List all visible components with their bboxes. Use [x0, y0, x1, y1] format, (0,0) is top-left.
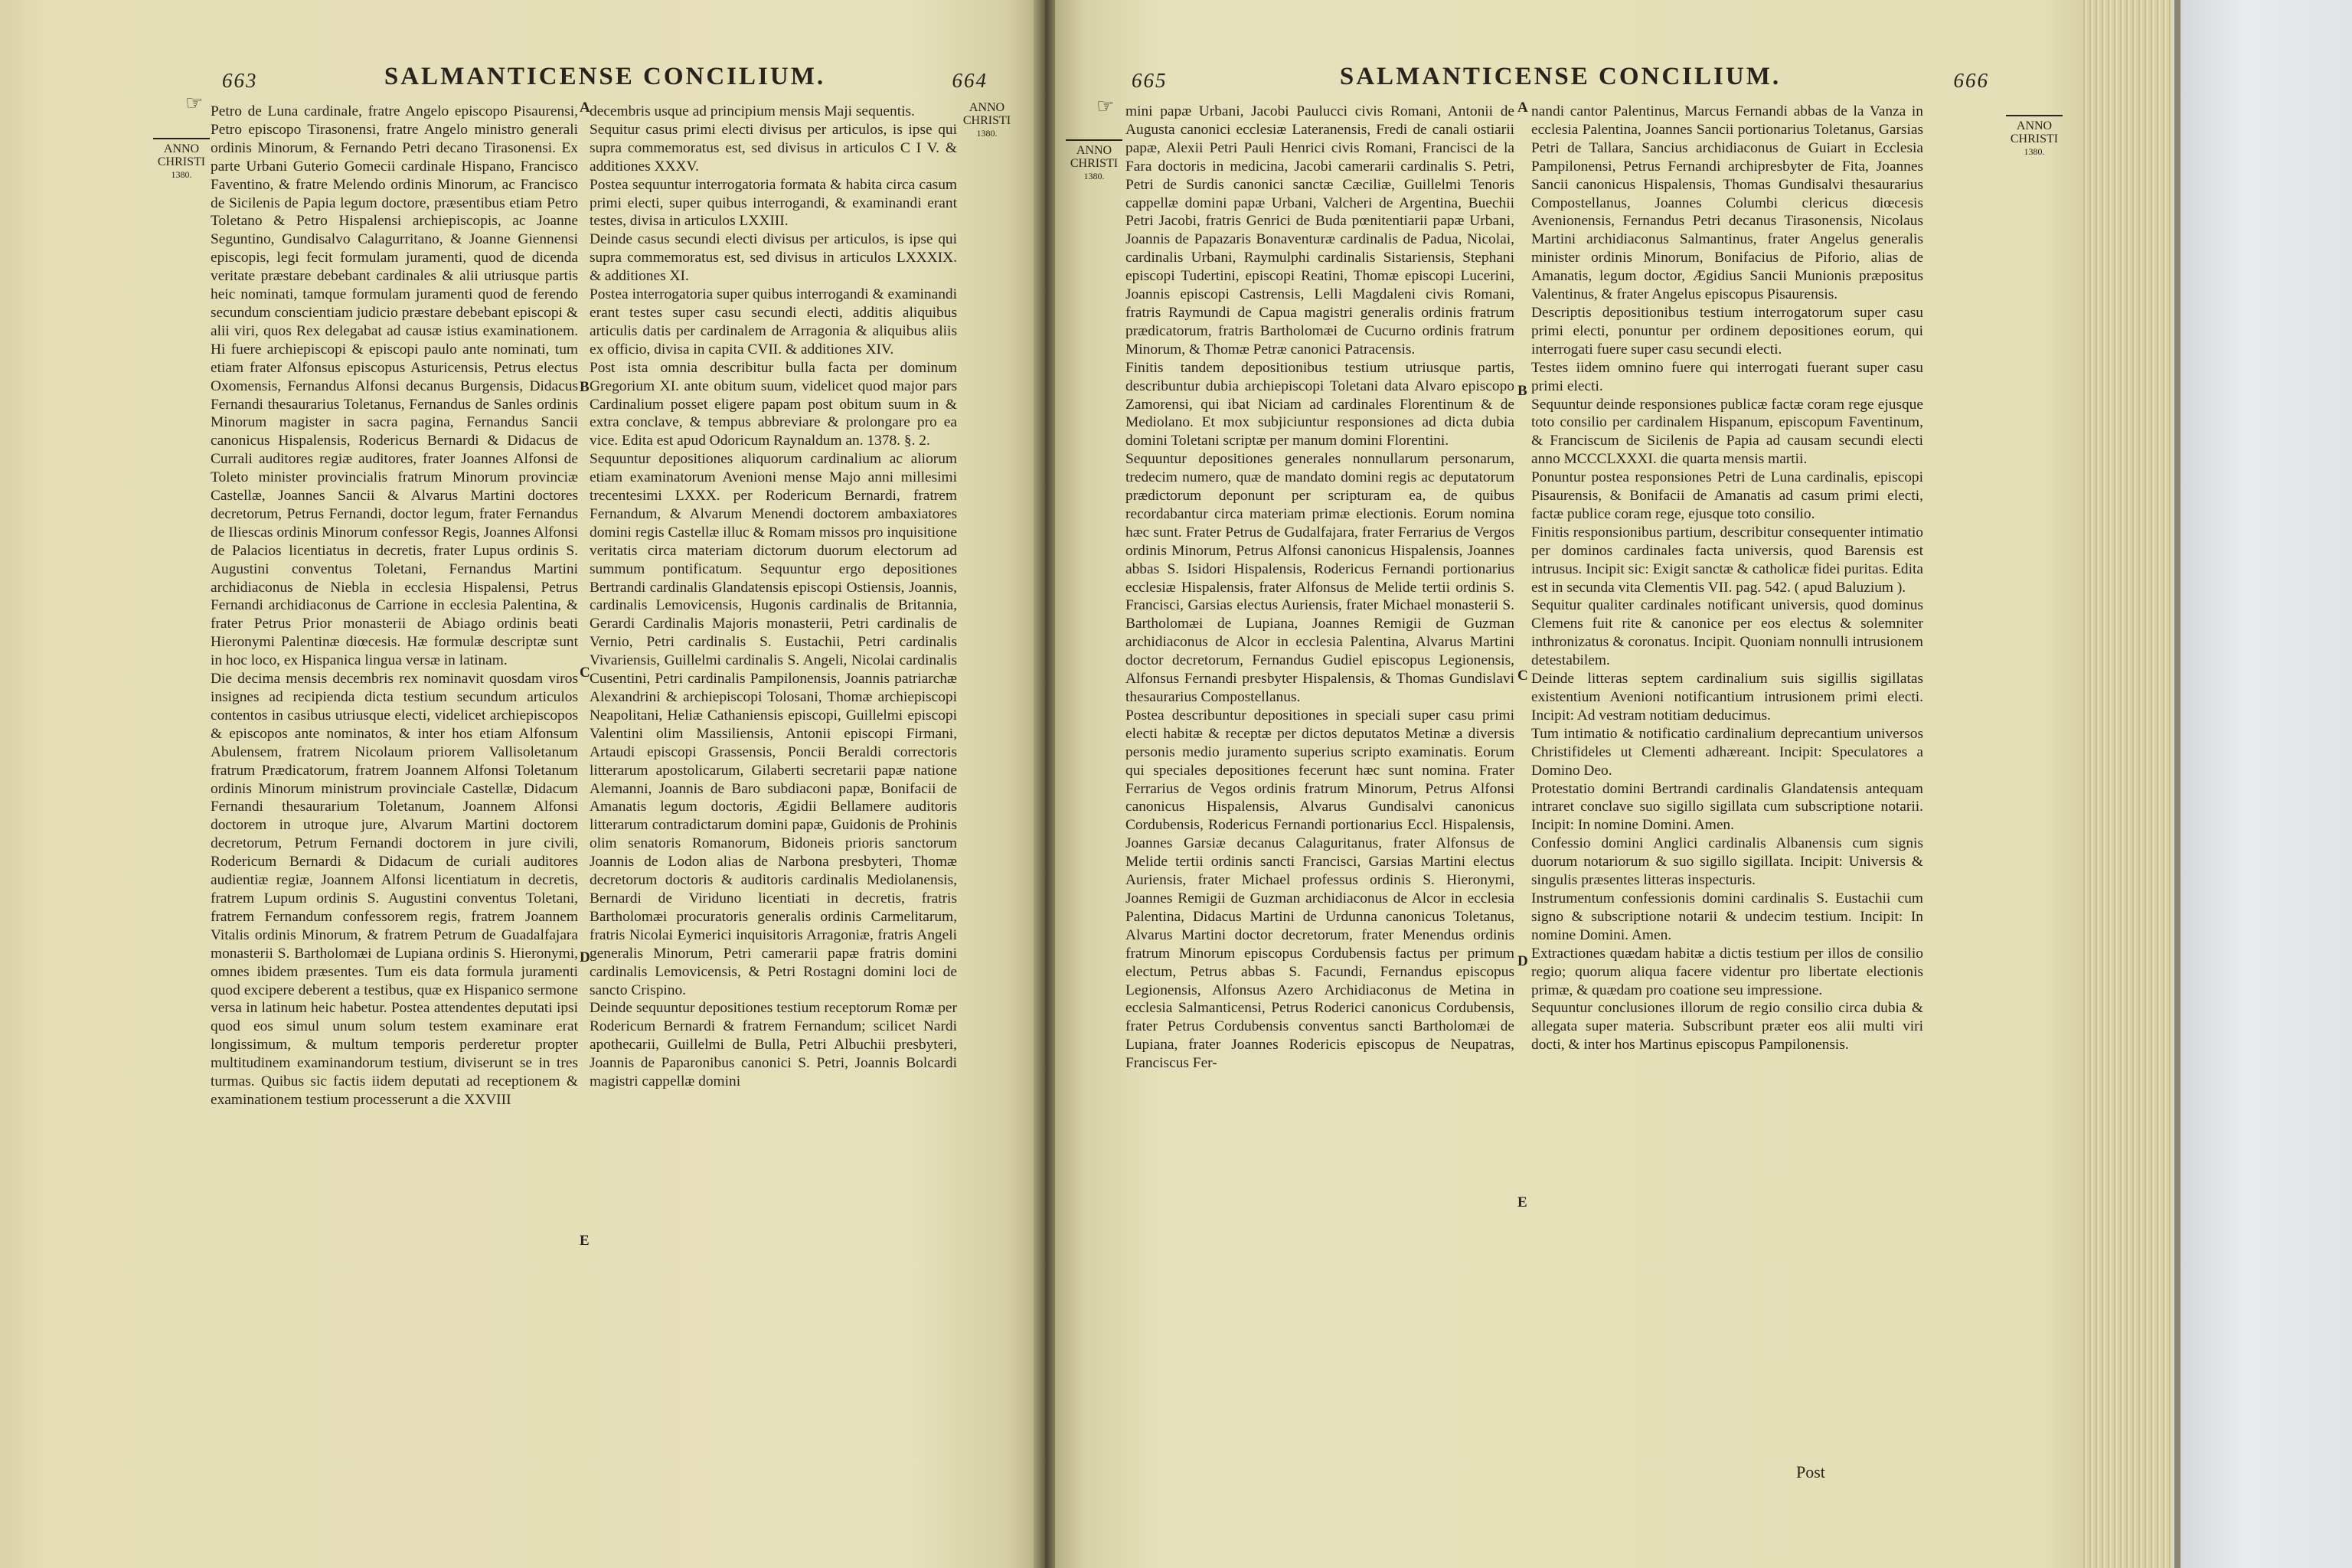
margin-anno: ANNO: [2016, 119, 2053, 132]
margin-christi: CHRISTI: [2010, 132, 2059, 145]
left-page-number-b: 664: [952, 69, 988, 92]
margin-christi: CHRISTI: [962, 114, 1011, 127]
book-gutter: [1034, 0, 1057, 1568]
margin-year: 1380.: [976, 128, 998, 139]
left-page-column-2: decembris usque ad principium mensis Maji sequentis. Sequitur casus primi electi divisus per articulos, is ipse qui supra commemoratus est, sed divisus in articulos C I V. & additiones XXXV. Postea sequuntur interrogatoria formata & habita circa casum primi electi, super quibus interrogandi, & examinandi erant testes, divisa in articulos LXXIII. Deinde casus secundi electi divisus per articulos, is ipse qui supra commemoratus est, sed divisus in articulos LXXXIX. & additiones XI. Postea interrogatoria super quibus interrogandi & examinandi erant testes super casu secundi electi, additis aliquibus articulis datis per cardinalem de Arragonia & aliquibus aliis ex officio, divisa in capita CVII. & additiones XIV. Post ista omnia describitur bulla facta per dominum Gregorium XI. ante obitum suum, videlicet quod major pars Cardinalium posset eligere papam post obitum suum in & extra conclave, & tempus abbreviare & prolongare pro ea vice. Edita est apud Odoricum Raynaldum an. 1378. §. 2. Sequuntur depositiones aliquorum cardinalium ac aliorum etiam examinatorum Avenioni mense Majo anni millesimi trecentesimi LXXX. per Rodericum Bernardi, fratrem Fernandum, & Alvarum Menendi doctorem ambaxiatores domini regis Castellæ illuc & Romam missos pro inquisitione veritatis circa materiam dictorum duorum electorum ad summum pontificatum. Sequuntur ergo depositiones Bertrandi cardinalis Glandatensis episcopi Ostiensis, Joannis, cardinalis Lemovicensis, Hugonis cardinalis de Britannia, Gerardi Cardinalis Majoris monasterii, Petri cardinalis de Vernio, Petri cardinalis S. Eustachii, Petri cardinalis Vivariensis, Guillelmi cardinalis S. Angeli, Nicolai cardinalis Cusentini, Petri cardinalis Pampilonensis, Joannis patriarchæ Alexandrini & archiepiscopi Tolosani, Thomæ archiepiscopi Neapolitani, Heliæ Cathaniensis episcopi, Guillelmi episcopi Valentini olim Massiliensis, Antonii episcopi Firmani, Artaudi episcopi Grassensis, Poncii Beraldi correctoris litterarum apostolicarum, Gilaberti secretarii papæ natione Alemanni, Joannis de Baro subdiaconi papæ, Bonifacii de Amanatis legum doctoris, Ægidii Bellamere auditoris litterarum contradictarum domini papæ, Guidonis de Prohinis olim senatoris Romanorum, Bidoneis prioris sanctorum Joannis de Lodon alias de Narbona presbyteri, Thomæ decretorum doctoris & auditoris cardinalis Mediolanensis, Bernardi de Viriduno licentiati in decretis, fratris Bartholomæi procuratoris generalis ordinis Carmelitarum, fratris Nicolai Eymerici inquisitoris Arragoniæ, fratris Angeli generalis Minorum, Petri camerarii papæ fratris domini cardinalis Lemovicensis, & Petri Rostagni domini loci de sancto Crispino. Deinde sequuntur depositiones testium receptorum Romæ per Rodericum Bernardi & fratrem Fernandum; scilicet Nardi apothecarii, Guillelmi de Bulla, Petri Albuchii presbyteri, Joannis de Paparonibus canonici S. Petri, Joannis Bolcardi magistri cappellæ domini: [590, 103, 957, 1090]
section-letter-a: A: [1517, 100, 1528, 116]
margin-christi: CHRISTI: [157, 155, 206, 168]
right-page-number-b: 666: [1953, 69, 1989, 92]
margin-christi: CHRISTI: [1070, 157, 1119, 170]
right-page: [1055, 0, 2081, 1568]
left-page-number-a: 663: [222, 69, 258, 92]
pointing-hand-icon: ☞: [185, 92, 204, 114]
right-margin-year-note-outer: [2004, 115, 2064, 158]
section-letter-e: E: [580, 1233, 590, 1249]
left-margin-year-note: [152, 138, 211, 181]
margin-year: 1380.: [2024, 146, 2045, 157]
section-letter-c: C: [1517, 668, 1528, 684]
right-running-head: [1132, 63, 1989, 103]
margin-anno: ANNO: [969, 101, 1005, 114]
section-letter-d: D: [1517, 953, 1528, 969]
section-letter-a: A: [580, 100, 590, 116]
left-page-column-1: Petro de Luna cardinale, fratre Angelo episcopo Pisaurensi, Petro episcopo Tirasonensi, fratre Angelo ministro generali ordinis Minorum, & Fernando Petri decano Tirasonensi. Ex parte Urbani Guterio Gomecii cardinale Hispano, Francisco Faventino, & fratre Melendo ordinis Minorum, ac Francisco de Sicilenis de Papia legum doctore, præsentibus etiam Petro Toletano & Petro Hispalensi archiepiscopis, ac Joanne Seguntino, Gundisalvo Calagurritano, & Joanne Giennensi episcopis, legi fecit formulam juramenti, quod de dicenda veritate præstare debebant cardinales & alii utriusque partis heic nominati, tamque formulam juramenti quod de ferendo secundum conscientiam judicio præstare debebant episcopi & alii viri, quos Rex delegabat ad causæ istius examinationem. Hi fuere archiepiscopi & episcopi paulo ante nominati, tum etiam frater Alfonsus episcopus Asturicensis, Petrus electus Oxomensis, Fernandus Alfonsi decanus Burgensis, Didacus Fernandi thesaurarius Toletanus, Fernandus de Sanles ordinis Minorum magister in sacra pagina, Fernandus Sancii canonicus Hispalensis, Rodericus Bernardi & Didacus de Currali auditores regiæ auditores, frater Joannes Alfonsi de Toleto minister provincialis fratrum Minorum provinciæ Castellæ, Joannes Sancii & Alvarus Martini doctores decretorum, Petrus Fernandi, doctor legum, frater Fernandus de Iliescas ordinis Minorum confessor Regis, Joannes Alfonsi de Palacios licentiatus in decretis, frater Lupus ordinis S. Augustini conventus Toletani, Fernandus Martini archidiaconus de Niebla in ecclesia Hispalensi, Petrus Fernandi archidiaconus de Carrione in ecclesia Palentina, & frater Petrus Prior monasterii de Abiago ordinis beati Hieronymi Palentinæ diœcesis. Hæ formulæ descriptæ sunt in hoc loco, ex Hispanica lingua versæ in latinam. Die decima mensis decembris rex nominavit quosdam viros insignes ad recipienda dicta testium secundum articulos contentos in casibus utriusque electi, videlicet archiepiscopos & episcopos ante nominatos, & inter hos etiam Alfonsum Abulensem, fratrem Nicolaum priorem Vallisoletanum fratrum Prædicatorum, fratrem Joannem Alfonsi Toletanum ordinis Minorum ministrum provinciale Castellæ, Didacum Fernandi thesaurarium Toletanum, Joannem Alfonsi doctorem in utroque jure, Alvarum Martini doctorem decretorum, Petrum Fernandi doctorem in jure civili, Rodericum Bernardi & Didacum de curiali auditores audientiæ regiæ, Joannem Alfonsi licentiatum in decretis, fratrem Lupum ordinis S. Augustini conventus Toletani, fratrem Fernandum confessorem regis, fratrem Joannem Vitalis ordinis Minorum, & fratrem Petrum de Guadalfajara monasterii S. Bartholomæi de Lupiana ordinis S. Hieronymi, omnes ibidem præsentes. Tum eis data formula juramenti quod excipere deberent a testibus, quæ ex Hispanico sermone versa in latinum heic habetur. Postea attendentes deputati ipsi quod eos simul unum solum testem examinare erat longissimum, & multum temporis perderetur propter multitudinem examinandorum testium, diviserunt se in tres turmas. Quibus sic factis iidem deputati ad receptionem & examinationem testium processerunt a die XXVIII: [211, 103, 578, 1108]
page-edges: [2081, 0, 2173, 1568]
right-page-title: SALMANTICENSE CONCILIUM.: [1339, 63, 1782, 90]
right-margin-year-note: [1064, 139, 1124, 183]
left-page-title: SALMANTICENSE CONCILIUM.: [384, 63, 826, 90]
margin-anno: ANNO: [163, 142, 200, 155]
pointing-hand-icon: ☞: [1096, 95, 1115, 117]
left-page: [0, 0, 1038, 1568]
section-letter-b: B: [1517, 383, 1527, 399]
margin-anno: ANNO: [1076, 144, 1112, 157]
margin-year: 1380.: [171, 169, 192, 180]
section-letter-d: D: [580, 949, 590, 965]
section-letter-c: C: [580, 665, 590, 681]
left-running-head: [222, 63, 988, 103]
background-board: [2173, 0, 2352, 1568]
right-page-column-2: nandi cantor Palentinus, Marcus Fernandi abbas de la Vanza in ecclesia Palentina, Joannes Sancii portionarius Toletanus, Garsias Petri de Tallara, Sancius archidiaconus de Guiart in Ecclesia Pampilonensi, Petrus Fernandi archipresbyter de Fita, Joannes Sancii canonicus Hispalensis, Thomas Gundisalvi thesaurarius Compostellanus, Joannes Columbi clericus diœcesis Avenionensis, Fernandus Petri decanus Tirasonensis, Nicolaus Martini archidiaconus Salmantinus, frater Angelus generalis minister ordinis Minorum, Bonifacius de Piforio, alias de Amanatis, legum doctor, Ægidius Sancii Munionis præpositus Valentinus, & frater Angelus episcopus Pisaurensis. Descriptis depositionibus testium interrogatorum super casu primi electi, ponuntur per ordinem depositiones eorum, qui interrogati fuere super casu secundi electi. Testes iidem omnino fuere qui interrogati fuerant super casu primi electi. Sequuntur deinde responsiones publicæ factæ coram rege ejusque toto consilio per cardinalem Hispanum, episcopum Faventinum, & Franciscum de Sicilenis de Papia ad causam secundi electi anno MCCCLXXXI. die quarta mensis martii. Ponuntur postea responsiones Petri de Luna cardinalis, episcopi Pisaurensis, & Bonifacii de Amanatis ad casum primi electi, factæ publice coram rege, ejusque toto consilio. Finitis responsionibus partium, describitur consequenter intimatio per dominos cardinales facta universis, quod Barensis est intrusus. Incipit sic: Exigit sanctæ & catholicæ fidei puritas. Edita est in secunda vita Clementis VII. pag. 542. ( apud Baluzium ). Sequitur qualiter cardinales notificant universis, quod dominus Clemens fuit rite & canonice per eos electus & solemniter inthronizatus & coronatus. Incipit. Quoniam nonnulli intrusionem detestabilem. Deinde litteras septem cardinalium suis sigillis sigillatas existentium Avenioni notificantium intrusionem primi electi. Incipit: Ad vestram notitiam deducimus. Tum intimatio & notificatio cardinalium deprecantium universos Christifideles ut Clementi adhæreant. Incipit: Speculatores a Domino Deo. Protestatio domini Bertrandi cardinalis Glandatensis antequam intraret conclave suo sigillo sigillata cum subscriptione notarii. Incipit: In nomine Domini. Amen. Confessio domini Anglici cardinalis Albanensis cum signis duorum notariorum & suo sigillo sigillata. Incipit: Universis & singulis præsentes litteras inspecturis. Instrumentum confessionis domini cardinalis S. Eustachii cum signo & subscriptione notarii & undecim testium. Incipit: In nomine Domini. Amen. Extractiones quædam habitæ a dictis testium per illos de consilio regio; quorum aliqua facere videntur pro libertate electionis primæ, & quædam pro coatione seu impressione. Sequuntur conclusiones illorum de regio consilio circa dubia & allegata super materia. Subscribunt præter eos alii multi viri docti, & inter hos Martinus episcopus Pampilonensis.: [1531, 103, 1923, 1054]
catchword: Post: [1796, 1462, 1825, 1481]
right-page-column-1: mini papæ Urbani, Jacobi Paulucci civis Romani, Antonii de Augusta canonici ecclesiæ Lateranensis, Fredi de canali ostiarii papæ, Alexii Petri Pauli Henrici civis Romani, Francisci de la Fara doctoris in medicina, Jacobi camerarii cardinalis S. Petri, Petri de Surdis canonici sanctæ Cæciliæ, Guillelmi Tenoris cappellæ domini papæ Urbani, Valcheri de Argentina, Buechii Petri Jacobi, fratris Genrici de Buda pœnitentiarii papæ Urbani, Joannis de Papazaris Bonaventuræ cardinalis de Padua, Nicolai, cardinalis Urbani, Raymulphi cardinalis Sistariensis, Stephani episcopi Tudertini, episcopi Reatini, Thomæ episcopi Lucerini, Joannis episcopi Castrensis, Lelli Magdaleni civis Romani, fratris Raymundi de Capua magistri generalis ordinis fratrum prædicatorum, fratris Bartholomæi de Cucurno ordinis fratrum Minorum, & Thomæ Petræ canonici Patracensis. Finitis tandem depositionibus testium utriusque partis, describuntur dubia archiepiscopi Toletani data Alvaro episcopo Zamorensi, qui ibat Niciam ad cardinales Florentinum & de Mediolano. Et mox subjiciuntur responsiones ad dicta dubia domini Toletani scriptæ per manum domini Florentini. Sequuntur depositiones generales nonnullarum personarum, tredecim numero, quæ de mandato domini regis ac deputatorum prædictorum deponunt per scripturam ea, de quibus recordabantur circa materiam primæ electionis. Eorum nomina hæc sunt. Frater Petrus de Gudalfajara, frater Ferrarius de Vergos ordinis Minorum, Petrus Alfonsi canonicus Hispalensis, Joannes abbas S. Isidori Hispalensis, Rodericus Fernandi portionarius ecclesiæ Hispalensis, frater Alfonsus de Melide tertii ordinis S. Francisci, Garsias electus Auriensis, frater Michael monasterii S. Bartholomæi de Lupiana, Joannes Remigii de Guzman archidiaconus de Alcor in ecclesia Palentina, Alvarus Martini doctor decretorum, Fernandus Gudiel episcopus Legionensis, Alfonsus Fernandi presbyter Hispalensis, & Thomas Gundislavi thesaurarius Compostellanus. Postea describuntur depositiones in speciali super casu primi electi habitæ & receptæ per dictos deputatos Metinæ a diversis personis medio juramento superius scripto examinatis. Eorum qui speciales depositiones fecerunt hæc sunt nomina. Frater Ferrarius de Vegos ordinis fratrum Minorum, Petrus Alfonsi canonicus Hispalensis, Alvarus Gundisalvi canonicus Cordubensis, Rodericus Fernandi portionarius Eccl. Hispalensis, Joannes Garsiæ decanus Calaguritanus, frater Alfonsus de Melide tertii ordinis sancti Francisci, Garsias Martini electus Auriensis, frater Michael professus ordinis S. Hieronymi, Joannes Remigii de Guzman archidiaconus de Alcor in ecclesia Palentina, Didacus Martini de Urdunna canonicus Toletanus, Alvarus Martini doctor decretorum, frater Menendus ordinis fratrum Minorum episcopus Cordubensis factus per primum electum, Petrus abbas S. Facundi, Fernandus episcopus Legionensis, Alfonsus Azero Archidiaconus de Metina in ecclesia Salmanticensi, Petrus Roderici canonicus Cordubensis, frater Petrus Cordubensis conventus sancti Bartholomæi de Lupiana, frater Joannes Rodericis episcopus de Neupatras, Franciscus Fer-: [1125, 103, 1514, 1072]
section-letter-b: B: [580, 379, 590, 395]
right-page-number-a: 665: [1132, 69, 1168, 92]
margin-year: 1380.: [1083, 171, 1105, 181]
section-letter-e: E: [1517, 1194, 1527, 1210]
left-margin-year-note-outer: [957, 101, 1017, 140]
